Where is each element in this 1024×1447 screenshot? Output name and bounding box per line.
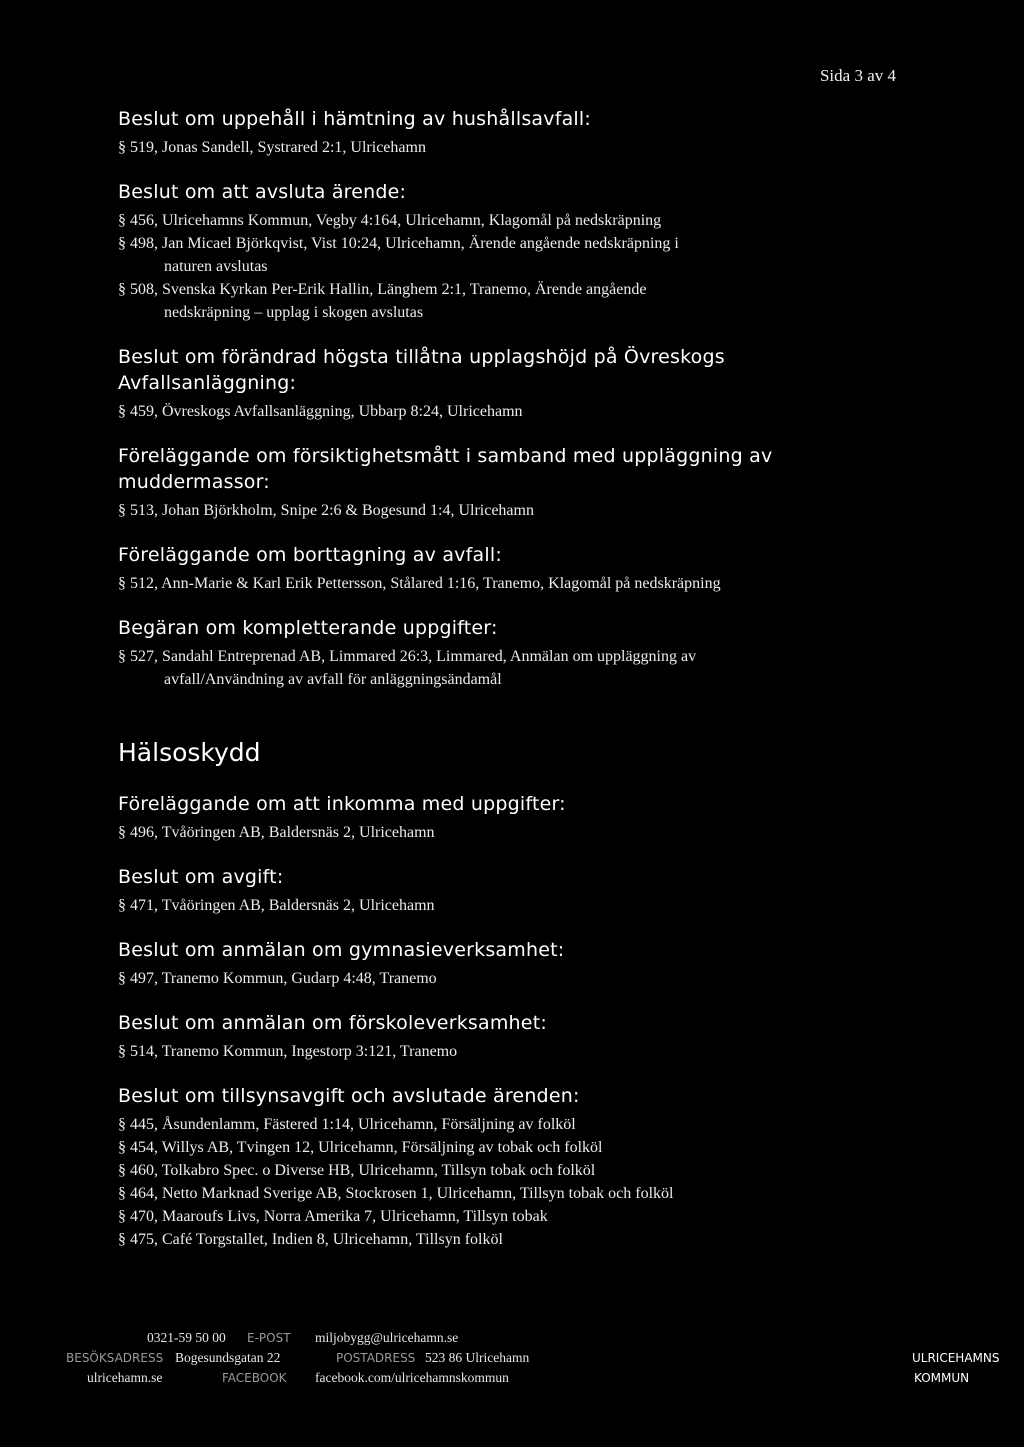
- footer-postal-label: POSTADRESS: [336, 1351, 416, 1365]
- decision-item-text: § 497, Tranemo Kommun, Gudarp 4:48, Tranemo: [118, 970, 437, 987]
- section-heading: Föreläggande om borttagning av avfall:: [118, 544, 502, 566]
- decision-item: [118, 1136, 908, 1159]
- decision-item-text: § 512, Ann-Marie & Karl Erik Pettersson, Stålared 1:16, Tranemo, Klagomål på nedskräpning: [118, 575, 721, 592]
- decision-item: [118, 400, 908, 423]
- footer-brand-top: ULRICEHAMNS: [912, 1351, 1000, 1365]
- section-heading: Föreläggande om att inkomma med uppgifter:: [118, 793, 566, 815]
- decision-section: [118, 106, 908, 159]
- decision-item: [118, 645, 908, 691]
- decision-item-text: § 496, Tvåöringen AB, Baldersnäs 2, Ulricehamn: [118, 824, 435, 841]
- footer-email-label: E-POST: [247, 1331, 291, 1345]
- decision-item-text: § 459, Övreskogs Avfallsanläggning, Ubbarp 8:24, Ulricehamn: [118, 403, 523, 420]
- decision-item-text: § 454, Willys AB, Tvingen 12, Ulricehamn, Försäljning av tobak och folköl: [118, 1139, 603, 1156]
- decision-item: [118, 1113, 908, 1136]
- footer-row-address: [0, 1350, 1024, 1370]
- footer-row-contact: [0, 1330, 1024, 1350]
- decision-section: [118, 542, 908, 595]
- decision-section: [118, 864, 908, 917]
- decision-item: [118, 1040, 908, 1063]
- footer-street: Bogesundsgatan 22: [175, 1350, 281, 1365]
- decision-section: [118, 443, 908, 522]
- footer-visit-label: BESÖKSADRESS: [66, 1351, 164, 1365]
- footer-row-web: [0, 1370, 1024, 1390]
- decision-section: [118, 179, 908, 324]
- decision-section: [118, 1010, 908, 1063]
- decision-item-text: § 470, Maaroufs Livs, Norra Amerika 7, Ulricehamn, Tillsyn tobak: [118, 1208, 548, 1225]
- decision-item: [118, 1159, 908, 1182]
- decision-section: [118, 937, 908, 990]
- section-title-halsoskydd: Hälsoskydd: [118, 738, 261, 767]
- footer-phone: 0321-59 50 00: [147, 1330, 226, 1345]
- decision-item: [118, 232, 908, 278]
- decision-item: [118, 1182, 908, 1205]
- decision-section: [118, 791, 908, 844]
- decision-item-text: § 508, Svenska Kyrkan Per-Erik Hallin, Länghem 2:1, Tranemo, Ärende angående: [118, 281, 647, 298]
- decision-item: [118, 136, 908, 159]
- decision-section: [118, 615, 908, 691]
- decision-item-text: § 519, Jonas Sandell, Systrared 2:1, Ulricehamn: [118, 139, 426, 156]
- decision-item: [118, 821, 908, 844]
- section-heading: Beslut om att avsluta ärende:: [118, 181, 407, 203]
- decision-section: [118, 344, 908, 423]
- section-heading: Beslut om avgift:: [118, 866, 284, 888]
- health-decisions: [118, 791, 908, 1251]
- footer-email: miljobygg@ulricehamn.se: [315, 1330, 459, 1345]
- decision-item-text: § 527, Sandahl Entreprenad AB, Limmared 26:3, Limmared, Anmälan om uppläggning av: [118, 648, 697, 665]
- decision-item-text: § 464, Netto Marknad Sverige AB, Stockrosen 1, Ulricehamn, Tillsyn tobak och folköl: [118, 1185, 674, 1202]
- section-heading: Beslut om tillsynsavgift och avslutade ärenden:: [118, 1085, 580, 1107]
- decision-item-continuation: nedskräpning – upplag i skogen avslutas: [164, 304, 424, 321]
- decision-item-text: § 498, Jan Micael Björkqvist, Vist 10:24, Ulricehamn, Ärende angående nedskräpning i: [118, 235, 679, 252]
- decision-item-text: § 471, Tvåöringen AB, Baldersnäs 2, Ulricehamn: [118, 897, 435, 914]
- decision-item-text: § 514, Tranemo Kommun, Ingestorp 3:121, Tranemo: [118, 1043, 458, 1060]
- decision-section: [118, 1083, 908, 1251]
- section-heading: Beslut om anmälan om gymnasieverksamhet:: [118, 939, 565, 961]
- footer-website: ulricehamn.se: [87, 1370, 163, 1385]
- decision-item: [118, 967, 908, 990]
- decision-item: [118, 1205, 908, 1228]
- footer-facebook: facebook.com/ulricehamnskommun: [315, 1370, 509, 1385]
- decision-item: [118, 894, 908, 917]
- decision-item-text: § 456, Ulricehamns Kommun, Vegby 4:164, Ulricehamn, Klagomål på nedskräpning: [118, 212, 662, 229]
- decision-item-text: § 475, Café Torgstallet, Indien 8, Ulricehamn, Tillsyn folköl: [118, 1231, 503, 1248]
- decision-item-text: § 460, Tolkabro Spec. o Diverse HB, Ulricehamn, Tillsyn tobak och folköl: [118, 1162, 596, 1179]
- decision-item-text: § 445, Åsundenlamm, Fästered 1:14, Ulricehamn, Försäljning av folköl: [118, 1116, 576, 1133]
- decision-item-text: § 513, Johan Björkholm, Snipe 2:6 & Bogesund 1:4, Ulricehamn: [118, 502, 534, 519]
- environment-decisions: [118, 106, 908, 691]
- decision-item: [118, 499, 908, 522]
- footer-facebook-label: FACEBOOK: [222, 1371, 287, 1385]
- section-heading: Begäran om kompletterande uppgifter:: [118, 617, 498, 639]
- section-heading: Beslut om förändrad högsta tillåtna upplagshöjd på Övreskogs Avfallsanläggning:: [118, 346, 725, 394]
- section-heading: Beslut om uppehåll i hämtning av hushållsavfall:: [118, 108, 591, 130]
- document-body: [118, 106, 908, 1251]
- footer-postal: 523 86 Ulricehamn: [425, 1350, 530, 1365]
- decision-item: [118, 278, 908, 324]
- page-footer: [0, 1330, 1024, 1390]
- decision-item-continuation: avfall/Användning av avfall för anläggningsändamål: [164, 671, 502, 688]
- footer-brand-bottom: KOMMUN: [914, 1371, 970, 1385]
- decision-item: [118, 572, 908, 595]
- decision-item: [118, 1228, 908, 1251]
- page-number: Sida 3 av 4: [819, 66, 896, 85]
- section-heading: Föreläggande om försiktighetsmått i samband med uppläggning av muddermassor:: [118, 445, 773, 493]
- decision-item: [118, 209, 908, 232]
- decision-item-continuation: naturen avslutas: [164, 258, 268, 275]
- section-heading: Beslut om anmälan om förskoleverksamhet:: [118, 1012, 547, 1034]
